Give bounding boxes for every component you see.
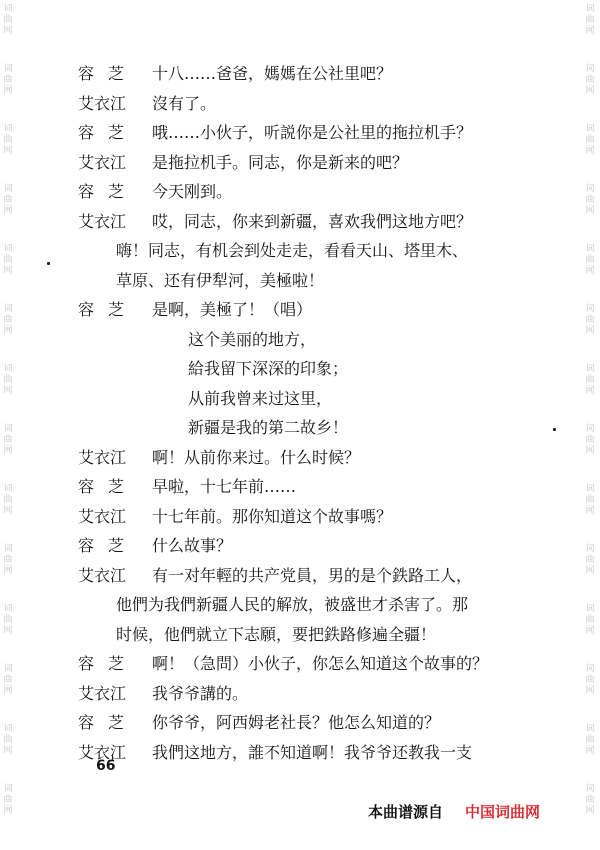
watermark-char: 网 [585,746,595,756]
watermark-char: 词 [585,124,595,134]
dialogue-text: 十七年前。那你知道这个故事嗎？ [152,506,393,526]
watermark-char: 曲 [3,795,13,805]
watermark-mark [1,420,15,480]
watermark-char: 词 [3,364,13,374]
watermark-mark [1,180,15,240]
watermark-mark [1,240,15,300]
watermark-char: 词 [585,64,595,74]
watermark-mark [583,540,597,600]
watermark-mark [583,120,597,180]
watermark-mark [1,0,15,60]
watermark-char: 词 [3,484,13,494]
watermark-char: 词 [3,604,13,614]
watermark-char: 曲 [585,75,595,85]
watermark-mark [1,600,15,660]
dialogue-text: 我爷爷講的。 [152,683,249,703]
watermark-char: 曲 [3,315,13,325]
dialogue-text: 啊！从前你来过。什么时候？ [152,447,361,467]
watermark-char: 词 [585,484,595,494]
watermark-char: 网 [3,686,13,696]
watermark-char: 网 [3,446,13,456]
watermark-mark [583,720,597,780]
dialogue-text: 哎，同志，你来到新疆，喜欢我們这地方吧？ [152,211,473,231]
watermark-char: 网 [3,506,13,516]
watermark-mark [1,540,15,600]
watermark-char: 词 [585,4,595,14]
watermark-char: 曲 [585,495,595,505]
watermark-char: 曲 [3,15,13,25]
watermark-mark [1,360,15,420]
watermark-mark [583,600,597,660]
speaker-name: 艾衣江 [78,683,127,703]
dialogue-text: 啊！（急問）小伙子，你怎么知道这个故事的？ [152,654,489,673]
watermark-mark [583,0,597,60]
watermark-char: 网 [3,566,13,576]
watermark-char: 曲 [3,435,13,445]
watermark-char: 词 [3,304,13,314]
speaker-name: 容芝 [78,123,139,142]
dialogue-text: 草原、还有伊犁河，美極啦！ [116,270,325,290]
watermark-char: 网 [585,506,595,516]
watermark-char: 网 [3,326,13,336]
watermark-char: 网 [585,566,595,576]
lyric-text: 从前我曾来过这里， [188,388,333,408]
watermark-mark [1,60,15,120]
speaker-name: 艾衣江 [78,93,127,113]
watermark-char: 曲 [3,375,13,385]
dialogue-text: 有一对年輕的共产党員，男的是个鉄路工人， [152,565,473,585]
watermark-char: 曲 [3,735,13,745]
watermark-char: 词 [3,664,13,674]
watermark-mark [583,780,597,840]
watermark-char: 词 [585,424,595,434]
watermark-char: 网 [585,86,595,96]
watermark-char: 词 [585,784,595,794]
watermark-char: 网 [3,266,13,276]
watermark-char: 词 [585,304,595,314]
watermark-char: 词 [3,184,13,194]
speaker-name: 艾衣江 [78,447,127,467]
speaker-name: 艾衣江 [78,742,127,762]
watermark-mark [583,60,597,120]
watermark-char: 曲 [585,315,595,325]
speaker-name: 艾衣江 [78,506,127,526]
watermark-char: 曲 [585,195,595,205]
watermark-char: 曲 [585,135,595,145]
speaker-name: 容芝 [78,536,139,555]
watermark-char: 曲 [585,615,595,625]
watermark-char: 网 [3,206,13,216]
watermark-char: 曲 [3,675,13,685]
watermark-char: 网 [585,266,595,276]
watermark-char: 词 [3,4,13,14]
watermark-char: 词 [585,604,595,614]
watermark-char: 网 [585,806,595,816]
watermark-char: 网 [585,386,595,396]
lyric-text: 給我留下深深的印象； [188,359,349,378]
watermark-char: 网 [585,626,595,636]
speaker-name: 容芝 [78,64,139,83]
speaker-name: 容芝 [78,182,139,201]
speaker-name: 容芝 [78,477,139,496]
source-footer [368,801,540,822]
watermark-mark [583,240,597,300]
watermark-char: 网 [585,146,595,156]
watermark-char: 曲 [3,135,13,145]
speaker-name: 艾衣江 [78,565,127,585]
watermark-char: 曲 [3,195,13,205]
lyric-text: 新疆是我的第二故乡！ [188,418,349,437]
watermark-mark [583,420,597,480]
watermark-mark [1,480,15,540]
watermark-char: 曲 [3,75,13,85]
watermark-mark [1,300,15,360]
watermark-char: 网 [3,626,13,636]
watermark-char: 网 [3,386,13,396]
watermark-char: 曲 [3,615,13,625]
lyric-text: 这个美丽的地方， [188,329,317,349]
speaker-name: 艾衣江 [78,211,127,231]
dialogue-text: 早啦，十七年前…… [152,477,297,496]
speaker-name: 容芝 [78,713,139,732]
watermark-char: 词 [585,364,595,374]
watermark-column-left [1,0,15,850]
watermark-char: 曲 [585,555,595,565]
dialogue-text: 我們这地方，誰不知道啊！我爷爷还教我一支 [152,742,473,762]
dialogue-text: 嗨！同志，有机会到处走走，看看天山、塔里木、 [116,241,469,260]
watermark-mark [583,480,597,540]
watermark-char: 词 [3,724,13,734]
watermark-mark [1,120,15,180]
watermark-mark [1,720,15,780]
dialogue-text: 十八……爸爸，媽媽在公社里吧？ [152,64,393,83]
dialogue-text: 你爷爷，阿西姆老社長？他怎么知道的？ [152,713,441,732]
site-name-link[interactable]: 中国词曲网 [465,803,541,821]
scan-speck [553,428,556,431]
dialogue-text: 他們为我們新疆人民的解放，被盛世才杀害了。那 [116,595,469,614]
watermark-char: 词 [3,544,13,554]
watermark-char: 网 [585,326,595,336]
speaker-name: 艾衣江 [78,152,127,172]
watermark-char: 词 [3,124,13,134]
watermark-char: 词 [585,724,595,734]
watermark-char: 网 [3,86,13,96]
dialogue-text: 是拖拉机手。同志，你是新来的吧？ [152,152,409,172]
watermark-mark [583,660,597,720]
watermark-char: 曲 [585,375,595,385]
watermark-mark [583,180,597,240]
watermark-char: 词 [585,184,595,194]
watermark-char: 词 [585,664,595,674]
watermark-char: 网 [585,686,595,696]
speaker-name: 容芝 [78,300,139,319]
dialogue-text: 是啊，美極了！（唱） [152,300,313,319]
watermark-char: 词 [585,544,595,554]
watermark-char: 网 [585,206,595,216]
watermark-char: 网 [3,806,13,816]
watermark-char: 词 [3,244,13,254]
scan-speck [47,262,50,265]
dialogue-text: 今天刚到。 [152,182,233,201]
speaker-name: 容芝 [78,654,139,673]
watermark-char: 曲 [585,735,595,745]
dialogue-text: 沒有了。 [152,93,217,113]
watermark-char: 曲 [585,795,595,805]
watermark-mark [583,360,597,420]
dialogue-text: 什么故事？ [152,536,233,555]
watermark-char: 曲 [3,495,13,505]
watermark-char: 曲 [3,255,13,265]
watermark-char: 曲 [585,255,595,265]
watermark-char: 网 [3,26,13,36]
watermark-char: 网 [585,446,595,456]
watermark-mark [1,780,15,840]
watermark-column-right [583,0,597,850]
watermark-char: 词 [3,424,13,434]
dialogue-text: 哦……小伙子，听説你是公社里的拖拉机手？ [152,123,473,142]
watermark-char: 词 [585,244,595,254]
watermark-mark [1,660,15,720]
dialogue-text: 时候，他們就立下志願，要把鉄路修遍全疆！ [116,624,437,644]
watermark-char: 词 [3,64,13,74]
watermark-char: 网 [3,146,13,156]
watermark-char: 曲 [3,555,13,565]
watermark-char: 词 [3,784,13,794]
watermark-mark [583,300,597,360]
watermark-char: 曲 [585,435,595,445]
source-label: 本曲谱源自 [368,803,444,821]
watermark-char: 曲 [585,15,595,25]
page-number: 66 [96,758,116,774]
watermark-char: 网 [3,746,13,756]
watermark-char: 网 [585,26,595,36]
watermark-char: 曲 [585,675,595,685]
